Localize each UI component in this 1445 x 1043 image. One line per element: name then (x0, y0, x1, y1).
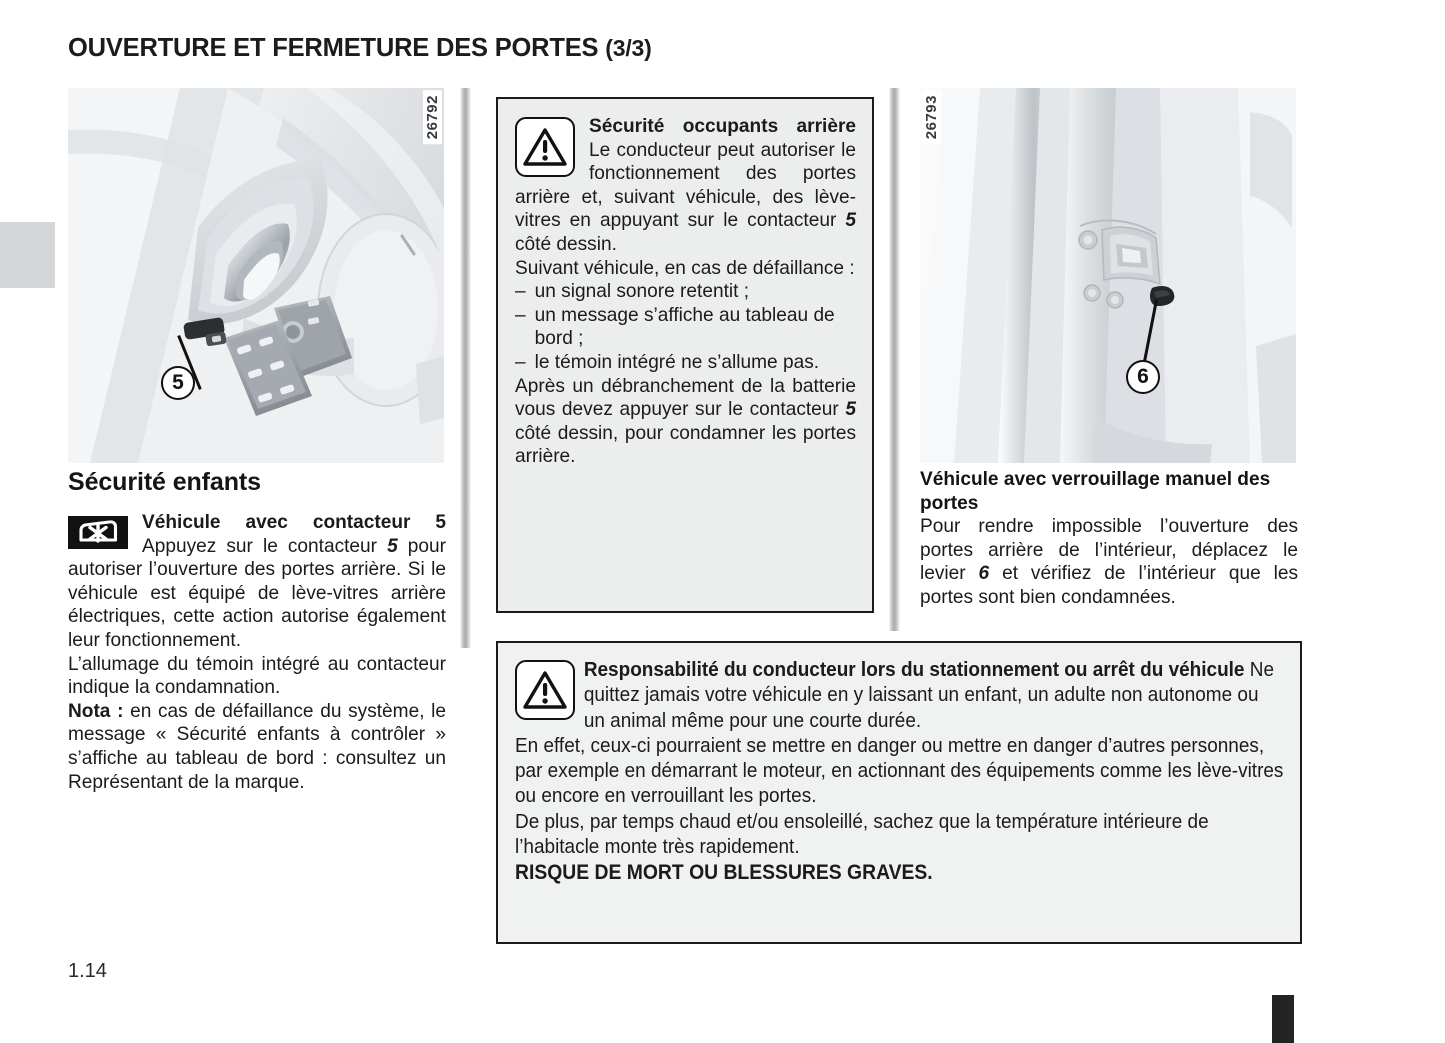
rear-occupant-para3-b: côté dessin, pour condamner les portes arrière. (515, 422, 856, 468)
left-column (68, 468, 446, 794)
warning-triangle-icon (515, 117, 575, 177)
column-separator-2 (889, 88, 900, 631)
rear-occupant-para1-b: côté dessin. (515, 233, 617, 255)
callout-6: 6 (1126, 360, 1160, 394)
child-safety-body (68, 511, 446, 794)
rear-occupant-para1-a: Le conducteur peut autoriser le fonctionnement des portes arrière et, suivant véhicule, des lève-vitres en appuyant sur le contacteur (515, 139, 856, 232)
section-heading-child-safety: Sécurité enfants (68, 468, 261, 496)
driver-responsibility-para3: De plus, par temps chaud et/ou ensoleillé, sachez que la température intérieure de l’habitacle monte très rapidement. (515, 810, 1209, 859)
figure-door-jamb-photo (920, 88, 1296, 463)
warning-triangle-glyph (523, 127, 567, 167)
chapter-thumb-tab-bottom (1272, 995, 1294, 1043)
child-safety-icon (68, 516, 128, 549)
manual-locking-para-num: 6 (978, 563, 990, 585)
right-column (920, 468, 1298, 610)
driver-responsibility-body (515, 658, 1284, 886)
figure-door-panel-photo (68, 88, 444, 463)
rear-occupant-safety-heading: Sécurité occupants arrière (589, 116, 856, 137)
page-title-main: OUVERTURE ET FERMETURE DES PORTES (68, 34, 599, 62)
column-separator-1 (460, 88, 471, 648)
warning-box-rear-occupant-safety (496, 97, 874, 613)
child-safety-para1-b: pour autoriser l’ouverture des portes arrière. Si le véhicule est équipé de lève-vitres arrière électriques, cette action autorise également leur fonctionnement. (68, 535, 446, 651)
manual-locking-heading: Véhicule avec verrouillage manuel des portes (920, 469, 1271, 514)
dash-marker: – (515, 304, 526, 326)
manual-locking-para-b: et vérifiez de l’intérieur que les portes sont bien condamnées. (920, 563, 1299, 608)
figure-reference-left: 26792 (423, 90, 442, 144)
page-number: 1.14 (68, 960, 107, 982)
list-item (515, 304, 856, 351)
rear-occupant-para3-num: 5 (845, 399, 856, 421)
child-safety-glyph (68, 516, 128, 549)
child-safety-para1-a: Appuyez sur le contacteur (142, 535, 388, 557)
list-item-label: un signal sonore retentit ; (534, 281, 750, 303)
manual-locking-para-a: Pour rendre impossible l’ouverture des portes arrière de l’intérieur, déplacez le levier (920, 516, 1298, 585)
list-item-label: le témoin intégré ne s’allume pas. (534, 351, 820, 373)
driver-responsibility-para2: En effet, ceux-ci pourraient se mettre en danger ou mettre en danger d’autres personnes, par exemple en démarrant le moteur, en actionnant des équipements comme les lève-vitres ou encore en verrouillant les portes. (515, 734, 1284, 808)
child-safety-subheading: Véhicule avec contacteur 5 (142, 512, 446, 533)
list-item (515, 280, 856, 304)
warning-box-driver-responsibility (496, 641, 1302, 944)
page-title (68, 34, 652, 63)
dash-marker: – (515, 281, 526, 303)
nota-text: en cas de défaillance du système, le message « Sécurité enfants à contrôler » s’affiche au tableau de bord : consultez un Représentant de la marque. (68, 700, 447, 793)
rear-occupant-para2: Suivant véhicule, en cas de défaillance : (515, 257, 855, 279)
door-panel-illustration (68, 88, 444, 463)
driver-responsibility-para1: Ne quittez jamais votre véhicule en y laissant un enfant, un adulte non autonome ou un animal même pour une courte durée. (583, 659, 1275, 732)
page-title-suffix: (3/3) (605, 35, 652, 61)
rear-occupant-para1-num: 5 (845, 210, 856, 232)
list-item (515, 351, 856, 375)
chapter-thumb-tab-left (0, 222, 55, 288)
rear-occupant-para3-a: Après un débranchement de la batterie vous devez appuyer sur le contacteur (515, 375, 856, 421)
figure-reference-right: 26793 (922, 90, 941, 144)
list-item-label: un message s’affiche au tableau de bord ; (534, 304, 835, 350)
child-safety-para2: L’allumage du témoin intégré au contacteur indique la condamnation. (68, 653, 446, 699)
child-safety-para1-num: 5 (387, 535, 398, 557)
risk-statement: RISQUE DE MORT OU BLESSURES GRAVES. (515, 861, 933, 885)
nota-label: Nota : (68, 700, 124, 722)
callout-5: 5 (161, 366, 195, 400)
driver-responsibility-heading: Responsabilité du conducteur lors du stationnement ou arrêt du véhicule (583, 659, 1245, 681)
dash-marker: – (515, 351, 526, 373)
door-jamb-illustration (920, 88, 1296, 463)
failure-symptom-list (515, 280, 856, 374)
manual-locking-body (920, 515, 1298, 609)
